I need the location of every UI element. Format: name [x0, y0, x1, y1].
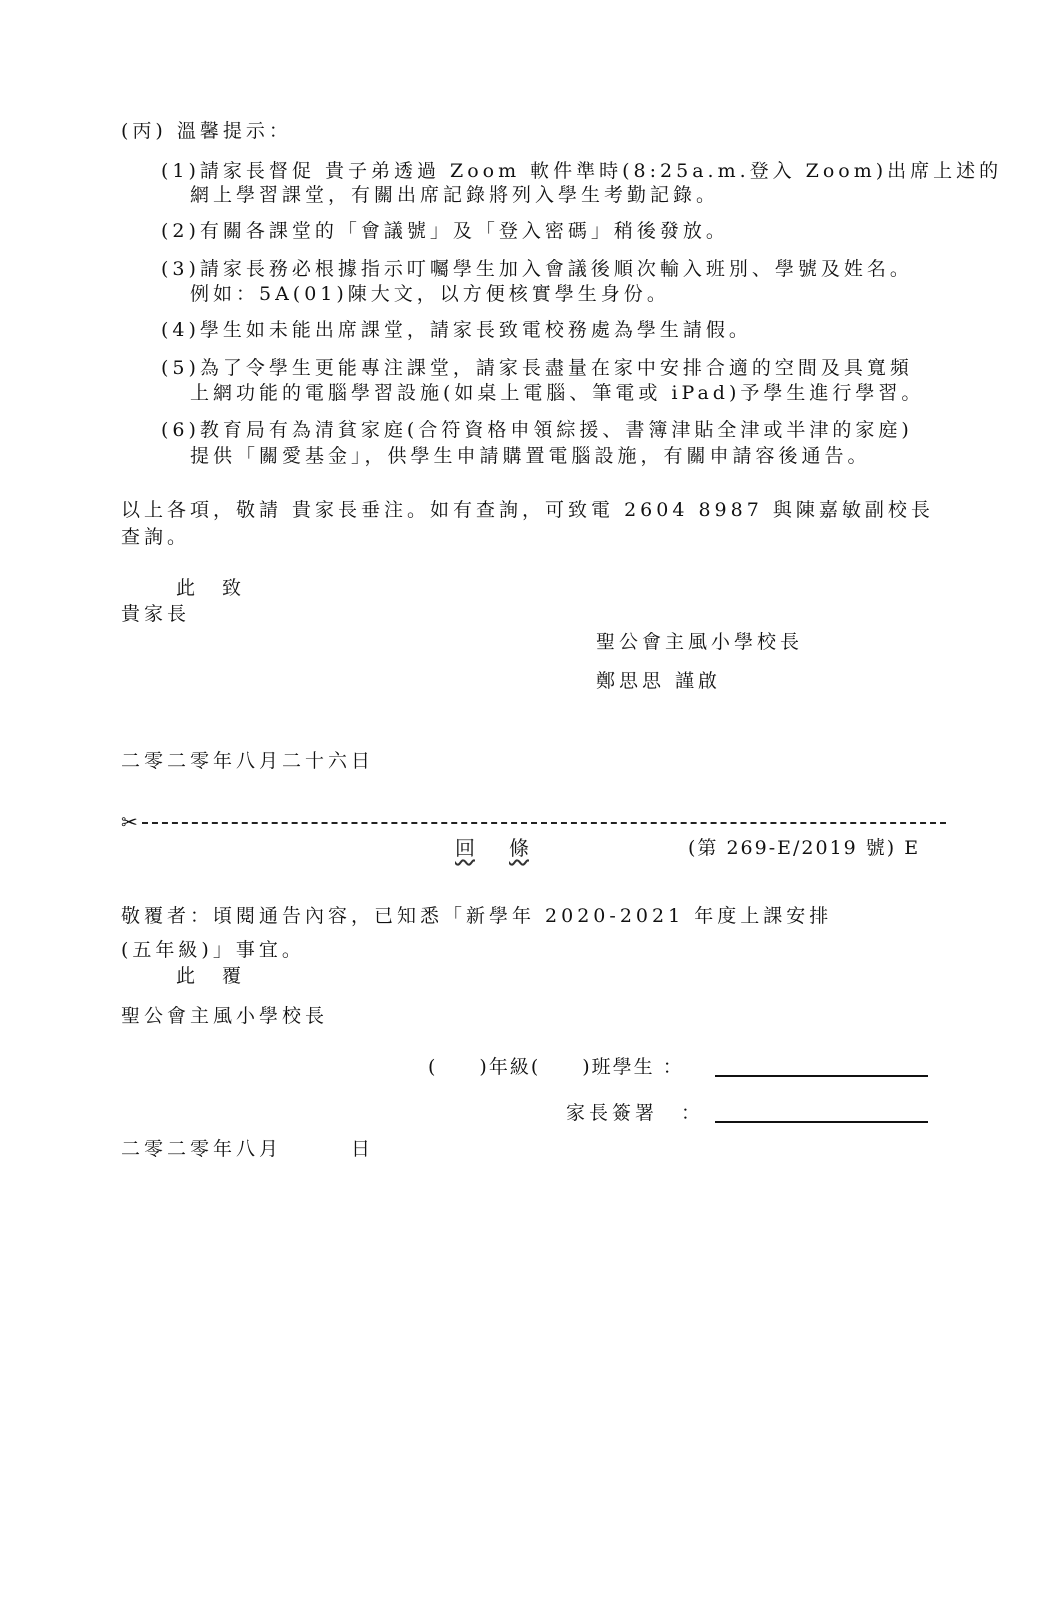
salutation: 此 致 [176, 577, 246, 599]
school-principal-title: 聖公會主風小學校長 [596, 631, 804, 653]
parent-signature-label: 家長簽署 ： [566, 1102, 705, 1124]
issue-date: 二零二零年八月二十六日 [121, 750, 375, 772]
reminder-item-3-cont: 例如：5A(01)陳大文，以方便核實學生身份。 [190, 283, 670, 305]
section-heading: (丙) 溫馨提示： [121, 120, 292, 142]
reply-title-char-1: 回 [455, 836, 475, 860]
reminder-item-6-cont: 提供「關愛基金」，供學生申請購置電腦設施，有關申請容後通告。 [190, 445, 871, 467]
parent-signature-field[interactable] [715, 1121, 928, 1123]
signatory: 鄭思思 謹啟 [596, 670, 722, 692]
reminder-item-5-cont: 上網功能的電腦學習設施(如桌上電腦、筆電或 iPad)予學生進行學習。 [190, 382, 925, 404]
reminder-item-2: (2)有關各課堂的「會議號」及「登入密碼」稍後發放。 [161, 220, 729, 242]
reply-slip-title [455, 835, 529, 861]
reply-title-char-2: 條 [509, 836, 529, 860]
reply-body: 敬覆者：頃閱通告內容，已知悉「新學年 2020-2021 年度上課安排 [121, 905, 833, 927]
reminder-item-5: (5)為了令學生更能專注課堂，請家長盡量在家中安排合適的空間及具寬頻 [161, 357, 913, 379]
reminder-item-1: (1)請家長督促 貴子弟透過 Zoom 軟件準時(8:25a.m.登入 Zoom)出席上述的 [161, 160, 1003, 182]
student-class-label: ( )年級( )班學生 ： [428, 1056, 684, 1078]
scissors-icon: ✂ [121, 810, 138, 834]
reminder-item-4: (4)學生如未能出席課堂，請家長致電校務處為學生請假。 [161, 319, 752, 341]
student-name-field[interactable] [715, 1075, 928, 1077]
reminder-item-6: (6)教育局有為清貧家庭(合符資格申領綜援、書簿津貼全津或半津的家庭) [161, 419, 913, 441]
cut-line [121, 812, 946, 832]
reminder-item-3: (3)請家長務必根據指示叮囑學生加入會議後順次輸入班別、學號及姓名。 [161, 258, 913, 280]
reply-date: 二零二零年八月 日 [121, 1138, 375, 1160]
closing-paragraph: 以上各項，敬請 貴家長垂注。如有查詢，可致電 2604 8987 與陳嘉敏副校長 [121, 499, 934, 521]
reply-salutation: 此 覆 [176, 965, 246, 987]
notice-reference: (第 269-E/2019 號) E [688, 837, 921, 859]
recipient: 貴家長 [121, 603, 191, 625]
dashed-divider [142, 822, 946, 824]
reminder-item-1-cont: 網上學習課堂，有關出席記錄將列入學生考勤記錄。 [190, 184, 720, 206]
reply-addressee: 聖公會主風小學校長 [121, 1005, 329, 1027]
reply-body-cont: (五年級)」事宜。 [121, 939, 305, 961]
closing-paragraph-cont: 查詢。 [121, 526, 191, 548]
